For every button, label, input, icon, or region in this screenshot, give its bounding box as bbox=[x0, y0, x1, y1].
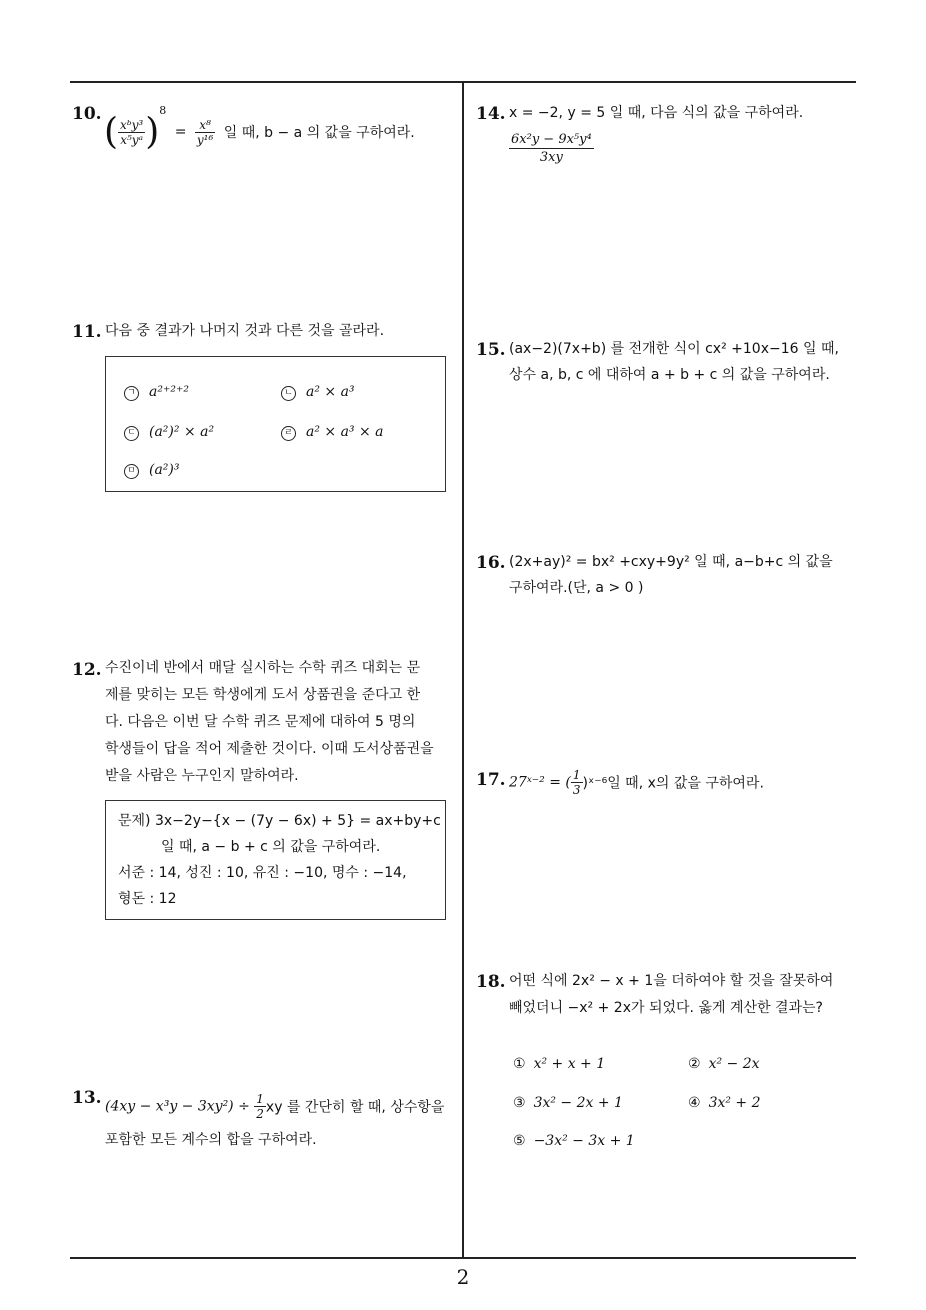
q10-power: 8 bbox=[159, 104, 167, 117]
question-18-number: 18. bbox=[476, 972, 506, 992]
column-divider bbox=[462, 82, 464, 1257]
question-10-number: 10. bbox=[72, 104, 102, 124]
option-mark: ㄹ bbox=[281, 426, 296, 441]
q12-box-line: 문제) 3x−2y−{x − (7y − 6x) + 5} = ax+by+c bbox=[118, 813, 441, 829]
question-16-number: 16. bbox=[476, 553, 506, 573]
question-14-number: 14. bbox=[476, 104, 506, 124]
q11-option-2: ㄴ a² × a³ bbox=[281, 384, 355, 401]
option-mark: ⑤ bbox=[513, 1133, 526, 1149]
bottom-rule bbox=[70, 1257, 856, 1259]
q10-paren: ( bbox=[104, 111, 119, 153]
question-17-text: 27ˣ⁻² = ( $\frac{1}{3}$ )ˣ⁻⁶일 때, x의 값을 구하여라. bbox=[509, 768, 764, 797]
question-12-text bbox=[105, 655, 460, 790]
question-14-text: x = −2, y = 5 일 때, 다음 식의 값을 구하여라. bbox=[509, 105, 804, 121]
q11-option-1: ㄱ a²⁺²⁺² bbox=[124, 384, 189, 401]
question-15-line-1: (ax−2)(7x+b) 를 전개한 식이 cx² +10x−16 일 때, bbox=[509, 341, 839, 357]
q12-box-line: 일 때, a − b + c 의 값을 구하여라. bbox=[161, 839, 381, 855]
q18-option-2: ② x² − 2x bbox=[688, 1056, 760, 1072]
question-18-line-1: 어떤 식에 2x² − x + 1을 더하여야 할 것을 잘못하여 bbox=[509, 973, 834, 989]
q10-equals: = bbox=[174, 124, 187, 140]
q10-lhs-fraction: $\frac{\text{xᵇy³}}{\text{x⁵yᵃ}}$ bbox=[120, 117, 144, 147]
q12-line: 제를 맞히는 모든 학생에게 도서 상품권을 준다고 한 bbox=[105, 687, 421, 703]
question-13-line-2: 포함한 모든 계수의 합을 구하여라. bbox=[105, 1132, 317, 1148]
option-mark: ① bbox=[513, 1056, 526, 1072]
q12-line: 다. 다음은 이번 달 수학 퀴즈 문제에 대하여 5 명의 bbox=[105, 714, 416, 730]
question-10 bbox=[104, 104, 415, 153]
q12-line: 수진이네 반에서 매달 실시하는 수학 퀴즈 대회는 문 bbox=[105, 660, 421, 676]
question-16-line-2: 구하여라.(단, a > 0 ) bbox=[509, 580, 644, 596]
page-number: 2 bbox=[456, 1265, 470, 1289]
option-mark: ㄷ bbox=[124, 426, 139, 441]
q12-line: 학생들이 답을 적어 제출한 것이다. 이때 도서상품권을 bbox=[105, 741, 434, 757]
q11-option-3: ㄷ (a²)² × a² bbox=[124, 424, 214, 441]
q11-option-5: ㅁ (a²)³ bbox=[124, 462, 180, 479]
option-mark: ㅁ bbox=[124, 464, 139, 479]
q12-box-content bbox=[118, 808, 441, 912]
question-16-line-1: (2x+ay)² = bx² +cxy+9y² 일 때, a−b+c 의 값을 bbox=[509, 554, 833, 570]
q10-paren-close: ) bbox=[145, 111, 160, 153]
question-13-line-1: (4xy − x³y − 3xy²) ÷ $\frac{1}{2}$ xy 를 간단히 할 때, 상수항을 bbox=[105, 1092, 445, 1121]
question-11-number: 11. bbox=[72, 322, 102, 342]
option-mark: ④ bbox=[688, 1095, 701, 1111]
option-mark: ㄱ bbox=[124, 386, 139, 401]
q12-box-line: 형돈 : 12 bbox=[118, 891, 177, 907]
q14-fraction: $\frac{\text{6x²y − 9x⁵y⁴}}{3xy}$ bbox=[511, 132, 592, 165]
q10-tail: 일 때, b − a 의 값을 구하여라. bbox=[223, 125, 415, 141]
q18-option-4: ④ 3x² + 2 bbox=[688, 1095, 761, 1111]
q13-fraction: $\frac{1}{2}$ bbox=[256, 1092, 264, 1121]
option-mark: ㄴ bbox=[281, 386, 296, 401]
question-12-number: 12. bbox=[72, 660, 102, 680]
q18-option-3: ③ 3x² − 2x + 1 bbox=[513, 1095, 623, 1111]
question-18-line-2: 빼었더니 −x² + 2x가 되었다. 옳게 계산한 결과는? bbox=[509, 1000, 823, 1016]
question-15-number: 15. bbox=[476, 340, 506, 360]
question-17-number: 17. bbox=[476, 770, 506, 790]
option-mark: ③ bbox=[513, 1095, 526, 1111]
question-13-number: 13. bbox=[72, 1088, 102, 1108]
question-15-line-2: 상수 a, b, c 에 대하여 a + b + c 의 값을 구하여라. bbox=[509, 367, 830, 383]
question-11-text: 다음 중 결과가 나머지 것과 다른 것을 골라라. bbox=[105, 323, 385, 339]
q12-box-line: 서준 : 14, 성진 : 10, 유진 : −10, 명수 : −14, bbox=[118, 865, 407, 881]
q17-fraction: $\frac{1}{3}$ bbox=[572, 768, 581, 797]
q18-option-1: ① x² + x + 1 bbox=[513, 1056, 606, 1072]
q18-option-5: ⑤ −3x² − 3x + 1 bbox=[513, 1133, 635, 1149]
option-mark: ② bbox=[688, 1056, 701, 1072]
q10-rhs-fraction: $\frac{\text{x⁸}}{\text{y¹⁶}}$ bbox=[196, 117, 214, 147]
q11-option-4: ㄹ a² × a³ × a bbox=[281, 424, 384, 441]
q12-line: 받을 사람은 누구인지 말하여라. bbox=[105, 768, 299, 784]
